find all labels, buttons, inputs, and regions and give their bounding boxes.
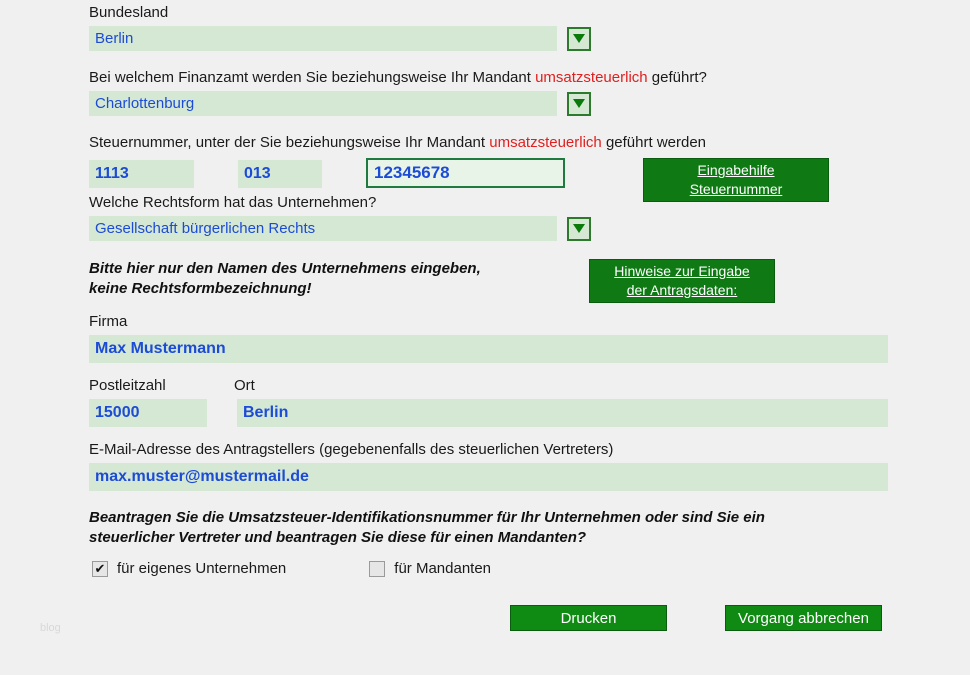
- hinweise-line2: der Antragsdaten:: [626, 282, 738, 298]
- checkbox-own-company[interactable]: ✔: [92, 561, 108, 577]
- checkbox-client-label: für Mandanten: [394, 560, 492, 577]
- eingabehilfe-line1: Eingabehilfe: [697, 162, 775, 178]
- bundesland-label: Bundesland: [89, 4, 169, 21]
- field-group-firma: [89, 313, 889, 363]
- steuernummer-label: [89, 134, 889, 152]
- firma-input[interactable]: [89, 335, 888, 363]
- eingabehilfe-line2: Steuernummer: [689, 181, 783, 197]
- finanzamt-dropdown-button[interactable]: [567, 92, 591, 116]
- hinweise-antragsdaten-button[interactable]: [589, 259, 775, 303]
- checkbox-own-company-label: für eigenes Unternehmen: [117, 560, 287, 577]
- steuernummer-label-highlight: umsatzsteuerlich: [489, 134, 602, 151]
- email-input[interactable]: [89, 463, 888, 491]
- triangle-down-icon: [573, 34, 585, 43]
- finanzamt-label-highlight: umsatzsteuerlich: [535, 69, 648, 86]
- cancel-button[interactable]: Vorgang abbrechen: [725, 605, 882, 631]
- field-group-email: [89, 441, 889, 491]
- question-line1: Beantragen Sie die Umsatzsteuer-Identifikationsnummer für Ihr Unternehmen oder sind Sie ein: [89, 509, 765, 526]
- application-type-question: [89, 508, 889, 548]
- hinweise-line1: Hinweise zur Eingabe: [614, 263, 750, 279]
- question-line2: steuerlicher Vertreter und beantragen Sie diese für einen Mandanten?: [89, 529, 587, 546]
- postleitzahl-label: Postleitzahl: [89, 377, 166, 394]
- rechtsform-dropdown-button[interactable]: [567, 217, 591, 241]
- rechtsform-input[interactable]: [89, 216, 557, 241]
- steuernummer-part1-input[interactable]: [89, 160, 194, 188]
- finanzamt-label: [89, 69, 889, 87]
- name-hint-note: [89, 259, 589, 299]
- field-group-bundesland: [89, 4, 889, 51]
- firma-label: Firma: [89, 313, 128, 330]
- bundesland-input[interactable]: [89, 26, 557, 51]
- finanzamt-input[interactable]: [89, 91, 557, 116]
- print-button[interactable]: Drucken: [510, 605, 667, 631]
- steuernummer-part3-input[interactable]: [366, 158, 565, 188]
- name-hint-line1: Bitte hier nur den Namen des Unternehmens eingeben,: [89, 260, 481, 277]
- bundesland-dropdown-button[interactable]: [567, 27, 591, 51]
- eingabehilfe-steuernummer-button[interactable]: [643, 158, 829, 202]
- option-own-company[interactable]: [92, 560, 286, 577]
- postleitzahl-input[interactable]: [89, 399, 207, 427]
- ort-input[interactable]: [237, 399, 888, 427]
- checkbox-client[interactable]: [369, 561, 385, 577]
- watermark-text: blog: [40, 622, 61, 634]
- email-label: E-Mail-Adresse des Antragstellers (gegebenenfalls des steuerlichen Vertreters): [89, 441, 614, 458]
- finanzamt-label-part2: geführt?: [647, 69, 707, 86]
- field-group-plz-ort: [89, 377, 889, 427]
- field-group-finanzamt: [89, 69, 889, 116]
- rechtsform-label: Welche Rechtsform hat das Unternehmen?: [89, 194, 377, 211]
- steuernummer-part2-input[interactable]: [238, 160, 322, 188]
- option-client[interactable]: [369, 560, 491, 577]
- steuernummer-label-part2: geführt werden: [601, 134, 707, 151]
- steuernummer-label-part1: Steuernummer, unter der Sie beziehungsweise Ihr Mandant: [89, 134, 490, 151]
- triangle-down-icon: [573, 99, 585, 108]
- name-hint-line2: keine Rechtsformbezeichnung!: [89, 280, 312, 297]
- field-group-steuernummer: [89, 134, 889, 202]
- form-content: [89, 0, 889, 631]
- finanzamt-label-part1: Bei welchem Finanzamt werden Sie beziehungsweise Ihr Mandant: [89, 69, 536, 86]
- triangle-down-icon: [573, 224, 585, 233]
- ort-label: Ort: [234, 377, 255, 394]
